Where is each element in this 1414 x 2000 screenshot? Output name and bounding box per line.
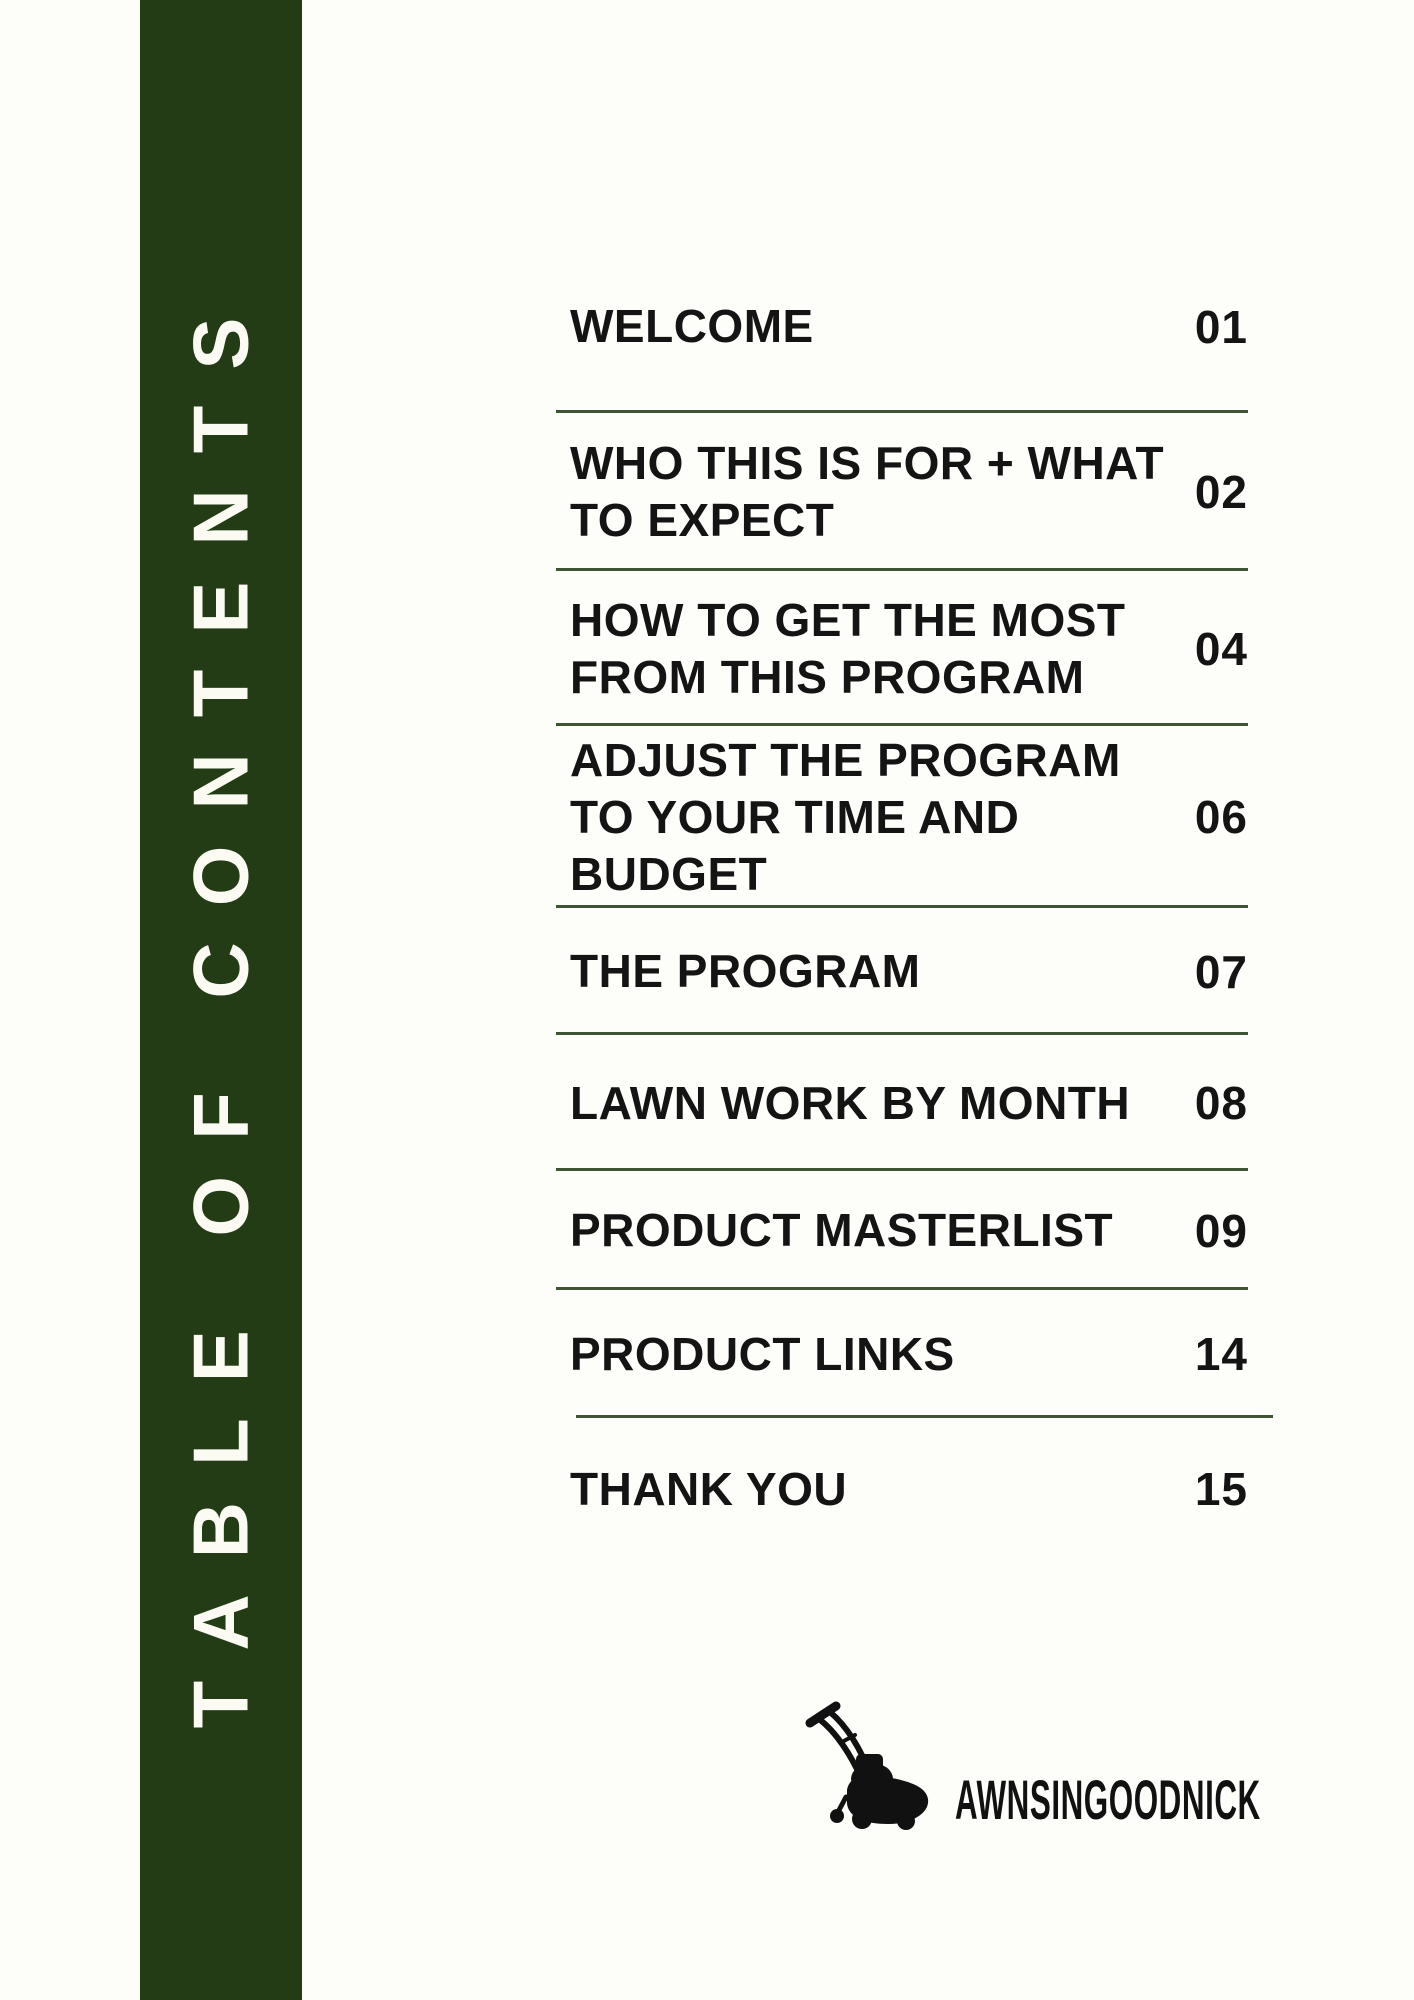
toc-item-page: 07 xyxy=(1194,945,1248,998)
toc-item-page: 06 xyxy=(1194,791,1248,843)
toc-row[interactable] xyxy=(556,1035,1248,1171)
toc-item-title: ADJUST THE PROGRAM TO YOUR TIME AND BUDGET xyxy=(570,733,1121,900)
toc-row[interactable] xyxy=(556,1171,1248,1290)
toc-row[interactable] xyxy=(556,1418,1248,1560)
toc-item-title: PRODUCT LINKS xyxy=(570,1327,955,1380)
brand-wordmark: AWNSINGOODNICK xyxy=(955,1768,1261,1831)
toc-item-page: 01 xyxy=(1194,300,1248,353)
toc-item-page: 04 xyxy=(1194,622,1248,675)
toc-list xyxy=(556,240,1248,1560)
toc-row[interactable] xyxy=(556,240,1248,413)
lawn-mower-icon xyxy=(805,1700,957,1832)
toc-item-title: THE PROGRAM xyxy=(570,945,921,997)
toc-item-title: WHO THIS IS FOR + WHAT TO EXPECT xyxy=(570,437,1165,546)
toc-item-page: 02 xyxy=(1194,466,1248,518)
toc-row[interactable] xyxy=(556,908,1248,1035)
sidebar-band xyxy=(140,0,302,2000)
toc-item-title: THANK YOU xyxy=(570,1462,848,1515)
toc-row[interactable] xyxy=(556,413,1248,571)
vertical-page-title: TABLE OF CONTENTS xyxy=(176,281,265,1729)
toc-row[interactable] xyxy=(556,1290,1248,1418)
toc-row[interactable] xyxy=(556,726,1248,908)
toc-item-page: 15 xyxy=(1194,1463,1248,1515)
toc-row[interactable] xyxy=(556,571,1248,726)
brand-logo xyxy=(805,1700,1285,1845)
toc-item-title: PRODUCT MASTERLIST xyxy=(570,1204,1114,1256)
toc-item-title: HOW TO GET THE MOST FROM THIS PROGRAM xyxy=(570,593,1126,703)
toc-item-title: LAWN WORK BY MONTH xyxy=(570,1076,1131,1129)
toc-item-page: 09 xyxy=(1194,1204,1248,1257)
toc-item-page: 14 xyxy=(1194,1328,1248,1380)
toc-item-title: WELCOME xyxy=(570,300,814,352)
toc-item-page: 08 xyxy=(1194,1077,1248,1129)
